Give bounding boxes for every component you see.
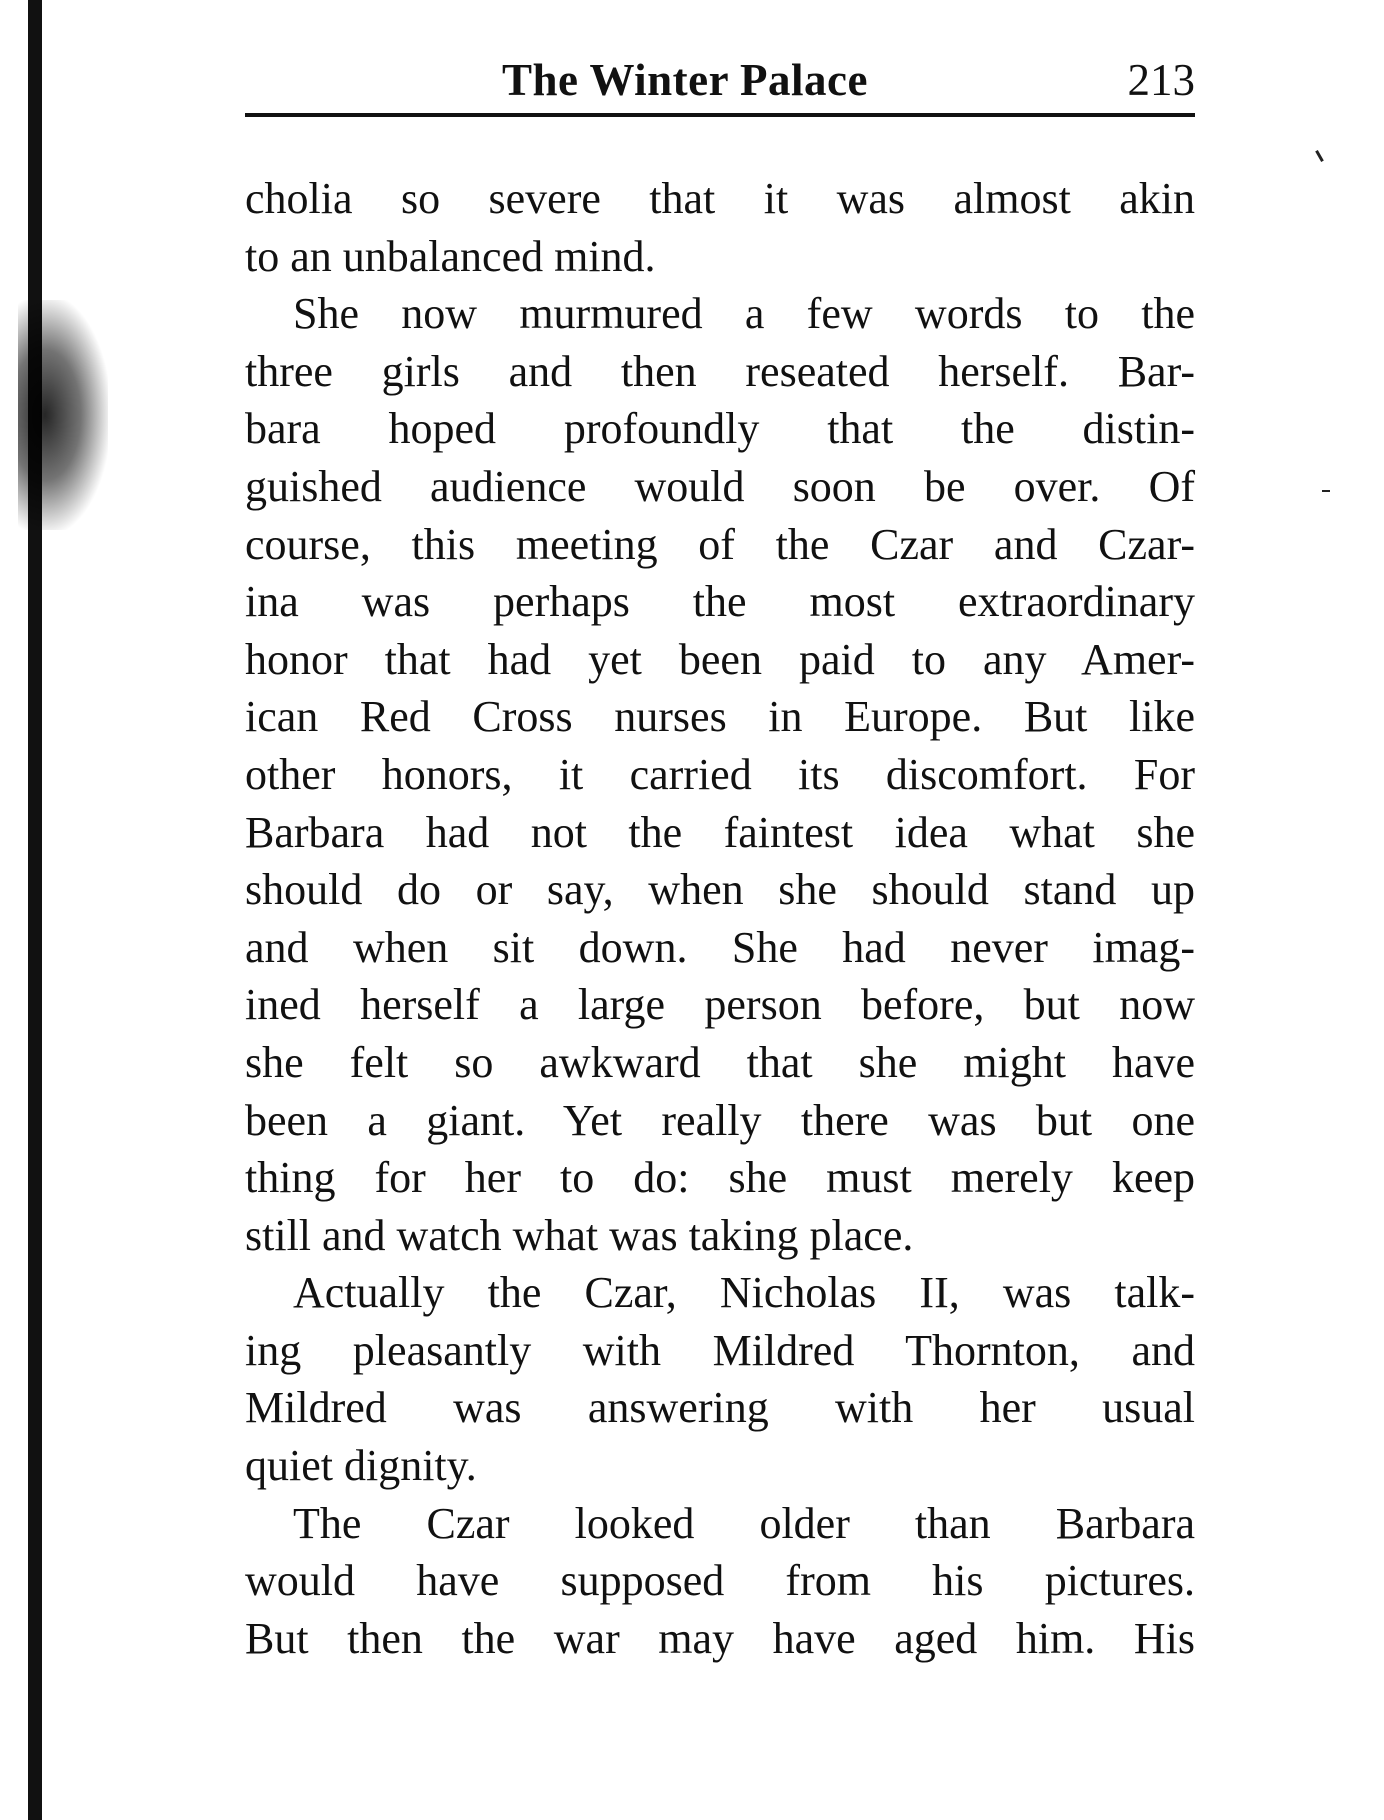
binding-edge [28,0,42,1820]
binding-shadow [18,300,108,530]
text-line: course, this meeting of the Czar and Czar- [245,519,1195,569]
text-line: to an unbalanced mind. [245,231,656,281]
header-rule [245,113,1195,117]
text-line: should do or say, when she should stand up [245,865,1195,915]
scan-speck [1315,150,1324,162]
text-line: and when sit down. She had never imag- [245,922,1195,972]
text-line: three girls and then reseated herself. Bar- [245,346,1195,396]
text-line: cholia so severe that it was almost akin [245,174,1195,223]
text-line: honor that had yet been paid to any Amer- [245,634,1195,684]
text-line: ing pleasantly with Mildred Thornton, and [245,1325,1195,1375]
running-title: The Winter Palace [502,55,868,105]
text-line: ined herself a large person before, but now [245,980,1195,1030]
page-number: 213 [1127,55,1195,105]
text-line: quiet dignity. [245,1441,477,1491]
text-line: other honors, it carried its discomfort. For [245,749,1195,799]
text-line: ican Red Cross nurses in Europe. But like [245,692,1195,742]
text-line: But then the war may have aged him. His [245,1613,1195,1663]
text-line: She now murmured a few words to the [293,289,1195,339]
text-line: Barbara had not the faintest idea what she [245,807,1195,857]
text-line: been a giant. Yet really there was but one [245,1095,1195,1145]
text-line: would have supposed from his pictures. [245,1556,1195,1606]
scan-speck [1322,490,1330,492]
body-text [245,170,1195,1667]
text-line: ina was perhaps the most extraordinary [245,577,1195,627]
text-line: Mildred was answering with her usual [245,1383,1195,1433]
text-line: guished audience would soon be over. Of [245,461,1195,511]
text-line: still and watch what was taking place. [245,1210,914,1260]
text-line: The Czar looked older than Barbara [293,1498,1195,1548]
running-header [245,50,1195,116]
text-line: thing for her to do: she must merely keep [245,1153,1195,1203]
text-line: she felt so awkward that she might have [245,1037,1195,1087]
text-line: bara hoped profoundly that the distin- [245,404,1195,454]
text-line: Actually the Czar, Nicholas II, was talk- [293,1268,1195,1318]
